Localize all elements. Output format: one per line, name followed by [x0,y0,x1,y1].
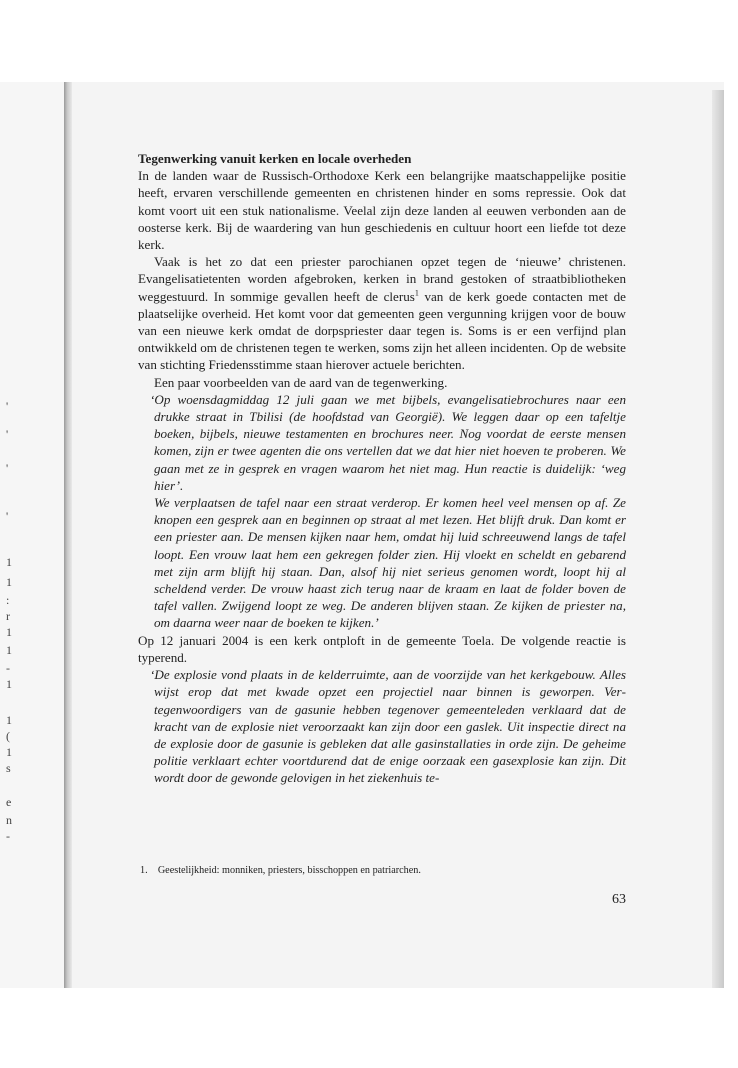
bleed-char: ' [6,399,9,413]
paragraph-text: van de kerk goede contacten met de plaatselijke overheid. Het komt voor dat gemeenten geen vergunning krijgen voor de bouw van een nieuwe kerk omdat de dorpspriester daar tegen is. Soms is er een verfijnd plan ontwikkeld om de christenen tegen te werken, soms zijn het alleen incidenten. Op de website van stichting Friedensstimme staan hierover actuele berichten. [138,288,626,373]
bleed-char: 1 [6,575,12,589]
bleed-char: ' [6,427,9,441]
bleed-char: - [6,829,10,843]
bleed-char: ' [6,509,9,523]
bleed-char: 1 [6,625,12,639]
bleed-char: ( [6,729,10,743]
bleed-char: r [6,609,10,623]
paragraph: Op 12 januari 2004 is een kerk ontploft in de gemeente Toela. De volgende reactie is typerend. [138,632,626,665]
bleed-char: ' [6,461,9,475]
section-heading: Tegenwerking vanuit kerken en locale overheden [138,151,412,166]
left-page-edge [0,82,66,988]
bleed-char: s [6,761,11,775]
bleed-char: - [6,661,10,675]
book-page [72,82,712,988]
page-number: 63 [612,892,626,907]
block-quote: ‘De explosie vond plaats in de kelderruimte, aan de voorzijde van het kerkgebouw. Alles wijst erop dat met kwade opzet een projectiel naar binnen is geworpen. Vertegenwoordigers van de gasunie hebben tegenover gemeenteleden verklaard dat de kracht van de explosie niet veroorzaakt kan zijn door een gaslek. Uit inspectie direct na de explosie door de gasunie is gebleken dat alle gasinstallaties in orde zijn. De geheime politie verklaart echter voortdurend dat de enige oorzaak een gasexplosie kan zijn. Dit wordt door de gewonde gelovigen in het ziekenhuis te- [150,667,626,786]
footnote-ref[interactable]: 1 [414,288,419,298]
block-quote: ‘Op woensdagmiddag 12 juli gaan we met bijbels, evangelisatiebrochures naar een drukke straat in Tbilisi (de hoofdstad van Georgië). We leggen daar op een tafeltje boeken, bijbels, nieuwe testamenten en brochures neer. Nog voordat de eerste mensen komen, zijn er twee agenten die ons vertellen dat we dat hier niet hoeven te proberen. We gaan met ze in gesprek en vragen waarom het niet mag. Hun reactie is duidelijk: ‘weg hier’. [150,391,626,493]
scanned-spread [0,82,724,988]
block-quote: We verplaatsen de tafel naar een straat verderop. Er komen heel veel mensen op af. Ze knopen een gesprek aan en beginnen op straat al met lezen. Het blijft druk. Dan komt er een priester aan. De mensen kijken naar hem, omdat hij luid schreeuwend langs de tafel loopt. Een vrouw laat hem een gekregen folder zien. Hij vloekt en scheldt en gebarend met zijn arm blijft hij staan. Dan, alsof hij niet serieus genomen wordt, loopt hij al scheldend verder. De vrouw haast zich terug naar de kraam en laat de folder boven de tafel vallen. Zwijgend loopt ze weg. De anderen blijven staan. Ze kijken de priester na, om daarna weer naar de boeken te kijken.’ [154,495,626,631]
paragraph [138,253,626,373]
bleed-char: 1 [6,677,12,691]
book-gutter [64,82,72,988]
paragraph: In de landen waar de Russisch-Orthodoxe Kerk een belangrijke maatschappelijke positie heeft, ervaren verschillende gemeenten en christenen hinder en soms repressie. Ook dat komt voort uit een stuk nationalisme. Veelal zijn deze landen al eeuwen verbonden aan de oosterse kerk. Bij de waardering van hun geschiedenis en cultuur hoort een liefde tot deze kerk. [138,168,626,253]
page-body [138,150,626,787]
bleed-char: : [6,593,10,607]
bleed-char: 1 [6,713,12,727]
bleed-char: 1 [6,643,12,657]
paragraph: Een paar voorbeelden van de aard van de tegenwerking. [154,374,448,390]
bleed-char: 1 [6,555,12,569]
right-page-edge [712,90,724,988]
footnote: 1. Geestelijkheid: monniken, priesters, bisschoppen en patriarchen. [140,865,421,876]
paragraph-text: Vaak is het zo dat een priester parochianen opzet tegen de ‘nieuwe’ christenen. Evangelisatietenten worden afgebroken, kerken in brand gestoken of straatbibliotheken weggestuurd. In sommige gevallen heeft de clerus [138,254,626,304]
bleed-char: n [6,813,12,827]
bleed-char: 1 [6,745,12,759]
bleed-char: e [6,795,12,809]
